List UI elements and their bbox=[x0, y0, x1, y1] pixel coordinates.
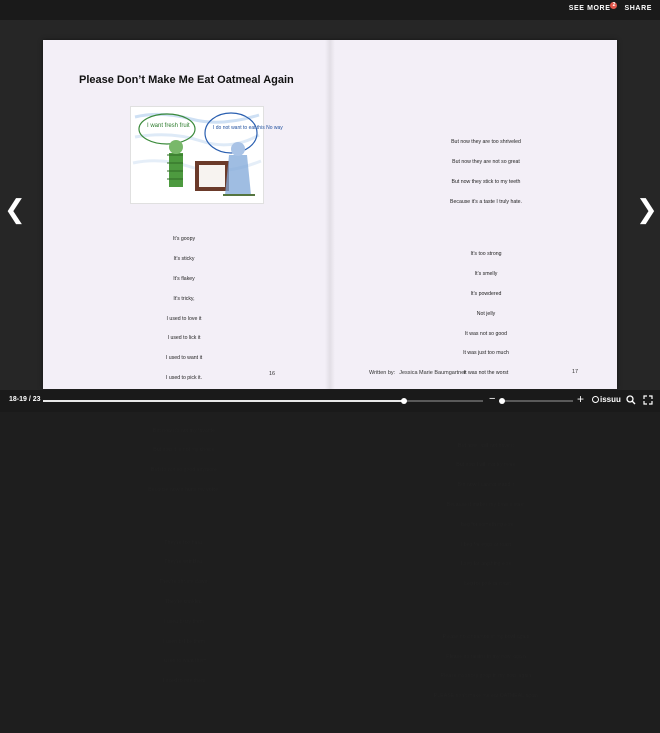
bottom-bar bbox=[0, 390, 660, 412]
child-drawing bbox=[130, 106, 283, 204]
stanza bbox=[390, 126, 582, 218]
issuu-mark-icon bbox=[592, 396, 599, 403]
page-indicator: 18-19 / 23 bbox=[9, 396, 41, 403]
notification-badge: 2 bbox=[610, 2, 617, 9]
share-button[interactable]: SHARE bbox=[624, 5, 652, 12]
poem-line: I used to want them bbox=[161, 658, 207, 665]
poem-line: Because now it hurts my voice, bbox=[148, 486, 220, 493]
left-poem bbox=[63, 210, 305, 718]
poem-line: I used to bite them bbox=[162, 678, 206, 685]
poem-line: They’re shrunk down, bbox=[159, 579, 209, 586]
stanza bbox=[63, 414, 305, 506]
poem-line: I beg for pork or roast bbox=[461, 581, 511, 588]
poem-line: It’s sticky bbox=[173, 256, 195, 263]
top-actions bbox=[568, 2, 652, 12]
poem-line: But it’s not so good anymore bbox=[151, 467, 217, 474]
poem-line: It’s powdered bbox=[470, 291, 502, 298]
poem-line: But now they are too shriveled bbox=[451, 139, 521, 146]
zoom-out-button[interactable]: − bbox=[489, 393, 496, 405]
top-bar bbox=[0, 0, 660, 20]
poem-line: I used to like them bbox=[162, 638, 206, 645]
poem-line: It was not so good bbox=[464, 330, 508, 337]
page-progress-slider[interactable] bbox=[43, 400, 483, 402]
stanza bbox=[63, 223, 305, 394]
stanza bbox=[390, 238, 585, 409]
author-credit bbox=[369, 370, 466, 376]
poem-line: I beg for anything else bbox=[460, 561, 512, 568]
poem-line: They’re too hard, bbox=[164, 539, 204, 546]
poem-line: Please no sticky goop in my bowl again bbox=[440, 673, 532, 680]
poem-line: They’re wrinkled, bbox=[164, 559, 204, 566]
stanza bbox=[63, 527, 305, 698]
poem-line: It’s tricky, bbox=[173, 295, 195, 302]
zoom-in-button[interactable]: + bbox=[577, 392, 585, 406]
poem-line: Because it makes my tonsils sore. bbox=[446, 502, 526, 509]
chevron-right-icon[interactable]: ❯ bbox=[636, 195, 658, 225]
zoom-knob[interactable] bbox=[499, 398, 505, 404]
fullscreen-icon[interactable] bbox=[643, 395, 653, 405]
poem-line: I beg for something else bbox=[458, 521, 514, 528]
poem-line: I used to want it bbox=[165, 355, 203, 362]
right-poem bbox=[390, 113, 585, 733]
chevron-left-icon[interactable]: ❮ bbox=[4, 195, 26, 225]
poem-line: I used to love it bbox=[166, 315, 202, 322]
poem-line: It was not the worst bbox=[463, 370, 509, 377]
poem-line: It’s goopy bbox=[172, 236, 196, 243]
brand-name: issuu bbox=[600, 395, 621, 404]
poem-line: PLEASE don’t make me eat OATMEAL again bbox=[433, 693, 539, 700]
poem-line: But now it is not my choice bbox=[153, 447, 215, 454]
page-number: 16 bbox=[269, 371, 276, 377]
poem-line: But now it’s not my favorite bbox=[153, 427, 215, 434]
credit-author: Jessica Marie Baumgartner bbox=[399, 370, 467, 376]
zoom-slider[interactable] bbox=[502, 400, 573, 402]
credit-label: Written by: bbox=[369, 370, 396, 376]
search-icon[interactable] bbox=[626, 395, 636, 405]
poem-line: It’s too strong bbox=[470, 251, 502, 258]
right-bubble-text: I do not want to eat this No way bbox=[213, 125, 283, 131]
poem-line: It’s flakey bbox=[173, 275, 195, 282]
poem-line: I used to pick it. bbox=[165, 374, 203, 381]
poem-title: Please Don’t Make Me Eat Oatmeal Again bbox=[79, 74, 294, 86]
poem-line: I beg for eggs or toast bbox=[460, 541, 512, 548]
poem-line: They’re crinkled, bbox=[164, 599, 204, 606]
poem-line: But now they stick to my teeth bbox=[451, 178, 521, 185]
poem-line: Please no raisins in my bowl again bbox=[446, 653, 526, 660]
poem-line: Because it’s a taste I truly hate. bbox=[450, 198, 522, 205]
poem-line: Not jelly bbox=[476, 310, 496, 317]
stanza bbox=[390, 430, 582, 601]
see-more-button[interactable] bbox=[568, 2, 616, 12]
poem-line: But now I cannot stand it bbox=[457, 482, 515, 489]
poem-line: But now they are not so great bbox=[452, 159, 520, 166]
poem-line: It was just too much bbox=[463, 350, 509, 357]
progress-knob[interactable] bbox=[401, 398, 407, 404]
left-bubble-text: I want fresh fruit bbox=[147, 123, 190, 129]
see-more-label: SEE MORE bbox=[568, 5, 611, 12]
poem-line: It’s smelly bbox=[474, 271, 498, 278]
poem-line: But now I will not have it bbox=[458, 442, 514, 449]
poem-line: I used to lick it bbox=[167, 335, 201, 342]
poem-line: Please no cinnamon in my bowl again bbox=[442, 633, 530, 640]
stanza bbox=[390, 621, 582, 713]
poem-line: I used to try them bbox=[163, 618, 205, 625]
issuu-logo[interactable] bbox=[592, 395, 621, 404]
page-number: 17 bbox=[572, 369, 579, 375]
poem-line: But now I will not try more bbox=[456, 462, 516, 469]
progress-fill bbox=[43, 400, 404, 402]
left-page bbox=[43, 40, 330, 685]
